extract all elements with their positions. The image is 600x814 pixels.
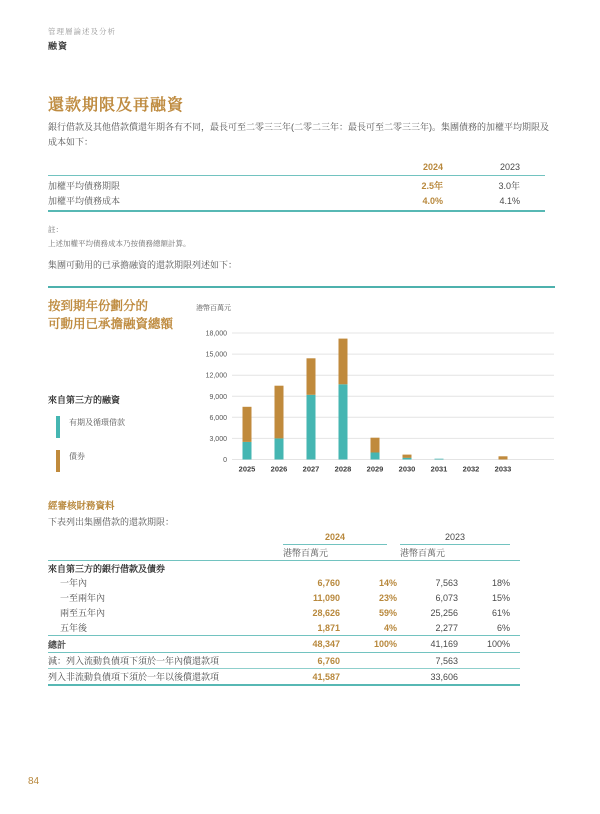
deduction-amount-2024: 6,760 [317, 655, 340, 666]
svg-text:2033: 2033 [494, 464, 512, 474]
table-header-row [48, 159, 545, 176]
unit-2023: 港幣百萬元 [400, 548, 446, 558]
page-number: 84 [28, 776, 40, 787]
table-row [48, 178, 545, 193]
total-percent-2023: 100% [486, 639, 510, 649]
repayment-schedule-table [48, 531, 520, 686]
svg-text:2026: 2026 [270, 464, 288, 474]
deduction-row [48, 653, 520, 669]
svg-text:2032: 2032 [462, 464, 480, 474]
gold-swatch-icon [56, 450, 60, 472]
year-2023-header: 2023 [400, 532, 510, 545]
audited-intro: 下表列出集團借款的還款期限： [48, 517, 175, 527]
svg-text:3,000: 3,000 [209, 435, 227, 443]
row-label: 加權平均債務期限 [48, 181, 121, 191]
table-row [48, 605, 520, 620]
percent-2024: 4% [383, 622, 397, 633]
breadcrumb: 管理層論述及分析 [48, 27, 116, 36]
chart-title-line2: 可動用已承擔融資總額 [48, 317, 174, 331]
noncurrent-amount-2023: 33,606 [430, 671, 458, 682]
svg-text:港幣百萬元: 港幣百萬元 [196, 305, 231, 312]
col-header-2023: 2023 [499, 162, 520, 172]
bar-chart-svg [194, 299, 556, 477]
unit-2024: 港幣百萬元 [283, 548, 329, 558]
total-amount-2023: 41,169 [430, 639, 458, 649]
percent-2023: 6% [496, 622, 510, 633]
chart-legend [48, 393, 188, 484]
value-2023: 4.1% [499, 195, 520, 206]
svg-text:2025: 2025 [238, 464, 256, 474]
legend-item [48, 450, 188, 474]
legend-item [48, 416, 188, 440]
deduction-label: 減：列入流動負債項下須於一年內償還款項 [48, 656, 220, 666]
svg-text:18,000: 18,000 [205, 330, 227, 338]
legend-title: 來自第三方的融資 [48, 395, 121, 405]
row-label: 加權平均債務成本 [48, 196, 121, 206]
row-label: 五年後 [60, 623, 88, 633]
total-amount-2024: 48,347 [312, 639, 340, 649]
amount-2024: 28,626 [312, 607, 340, 618]
teal-swatch-icon [56, 416, 60, 438]
note-text: 上述加權平均債務成本乃按債務總額計算。 [48, 239, 191, 248]
svg-text:9,000: 9,000 [209, 393, 227, 401]
noncurrent-label: 列入非流動負債項下須於一年以後償還款項 [48, 672, 220, 682]
chart-title [48, 297, 173, 333]
total-percent-2024: 100% [373, 639, 397, 649]
noncurrent-row [48, 669, 520, 686]
section-divider [48, 286, 555, 288]
amount-2023: 7,563 [435, 577, 458, 588]
table-row [48, 193, 545, 208]
svg-text:2028: 2028 [334, 464, 352, 474]
svg-text:2029: 2029 [366, 464, 384, 474]
deduction-amount-2023: 7,563 [435, 655, 458, 666]
year-header-row [48, 531, 520, 545]
col-header-2024: 2024 [422, 162, 443, 172]
page-title: 還款期限及再融資 [48, 97, 185, 114]
noncurrent-amount-2024: 41,587 [312, 671, 340, 682]
percent-2023: 15% [491, 592, 510, 603]
amount-2024: 1,871 [317, 622, 340, 633]
section-label: 融資 [48, 41, 69, 51]
svg-text:6,000: 6,000 [209, 414, 227, 422]
year-2024-header: 2024 [283, 532, 387, 545]
value-2023: 3.0年 [498, 181, 520, 191]
svg-text:15,000: 15,000 [205, 351, 227, 359]
table-row [48, 620, 520, 635]
svg-text:0: 0 [223, 457, 227, 464]
group-header: 來自第三方的銀行借款及債券 [48, 563, 166, 574]
weighted-average-table [48, 159, 545, 212]
table-row [48, 575, 520, 590]
legend-label: 債券 [69, 452, 85, 461]
svg-text:12,000: 12,000 [205, 372, 227, 380]
total-row [48, 635, 520, 653]
amount-2023: 25,256 [430, 607, 458, 618]
value-2024: 2.5年 [421, 181, 443, 191]
audited-heading: 經審核財務資料 [48, 501, 115, 512]
table-row [48, 590, 520, 605]
chart-intro-text: 集團可動用的已承擔融資的還款期限列述如下： [48, 260, 238, 270]
svg-text:2027: 2027 [302, 464, 320, 474]
row-label: 一至兩年內 [60, 593, 106, 603]
intro-paragraph: 銀行借款及其他借款償還年期各有不同，最長可至二零三三年(二零二三年：最長可至二零三三年)。集團債務的加權平均期限及成本如下： [48, 122, 549, 147]
value-2024: 4.0% [422, 195, 443, 206]
unit-row [48, 545, 520, 561]
percent-2024: 23% [378, 592, 397, 603]
chart-title-line1: 按到期年份劃分的 [48, 299, 149, 313]
note-title: 註： [48, 225, 63, 234]
row-label: 兩至五年內 [60, 608, 106, 618]
row-label: 一年內 [60, 578, 88, 588]
svg-text:2030: 2030 [398, 464, 416, 474]
legend-label: 有期及循環借款 [69, 418, 125, 427]
percent-2024: 59% [378, 607, 397, 618]
amount-2024: 6,760 [317, 577, 340, 588]
table-bottom-rule [48, 208, 545, 212]
total-label: 總計 [48, 639, 67, 650]
amount-2024: 11,090 [312, 592, 340, 603]
percent-2023: 18% [491, 577, 510, 588]
percent-2023: 61% [491, 607, 510, 618]
stacked-bar-chart [194, 299, 556, 477]
amount-2023: 6,073 [435, 592, 458, 603]
percent-2024: 14% [378, 577, 397, 588]
svg-text:2031: 2031 [430, 464, 448, 474]
amount-2023: 2,277 [435, 622, 458, 633]
